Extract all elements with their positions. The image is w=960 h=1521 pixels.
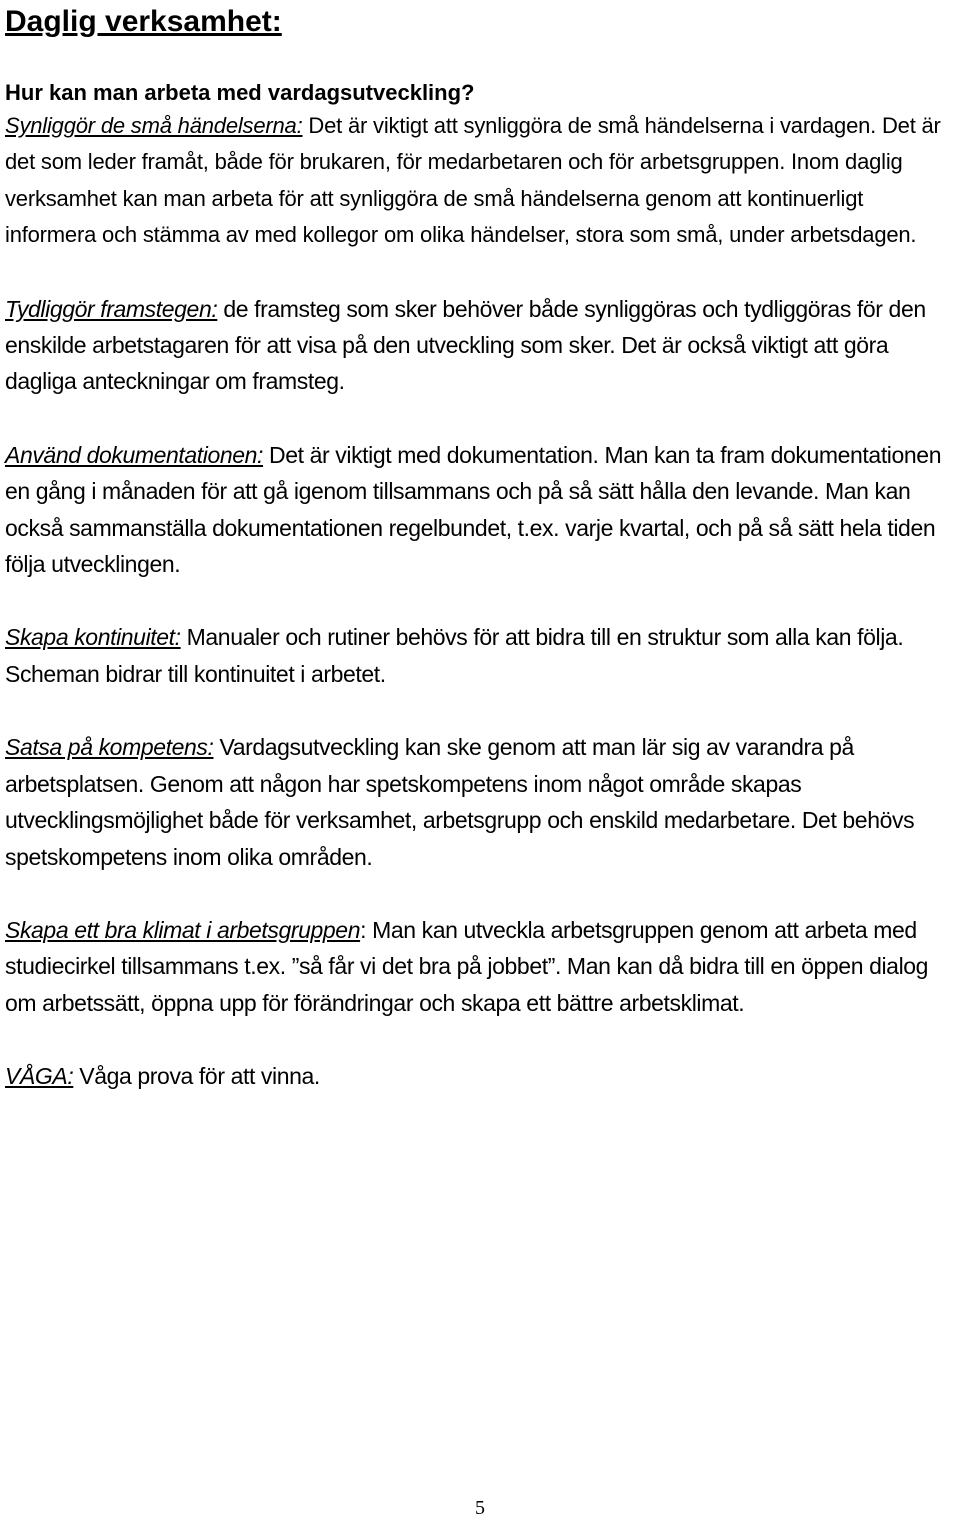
question-heading: Hur kan man arbeta med vardagsutveckling? [5,80,475,105]
document-page [5,0,957,1095]
section-lead: Skapa ett bra klimat i arbetsgruppen [5,916,361,943]
section-lead: Tydliggör framstegen: [5,295,218,322]
page-title: Daglig verksamhet: [5,5,282,38]
section-text: Vardagsutveckling kan ske genom att man lär sig av varandra på arbetsplatsen. Genom att någon har spetskompetens inom något område skapas utvecklingsmöjlighet både för verksamhet, arbetsgrupp och enskild medarbetare. Det behövs spetskompetens inom olika områden. [5,734,915,870]
section-tydliggor [5,291,957,400]
section-text: de framsteg som sker behöver både synliggöras och tydliggöras för den enskilde arbetstagaren för att visa på den utveckling som sker. Det är också viktigt att göra dagliga anteckningar om framsteg. [5,295,926,395]
section-lead: Satsa på kompetens: [5,734,214,761]
section-vaga [5,1058,957,1094]
section-text: Våga prova för att vinna. [73,1063,320,1090]
section-lead: Synliggör de små händelserna: [5,113,303,138]
section-lead: VÅGA: [5,1063,74,1090]
section-text: Det är viktigt med dokumentation. Man kan ta fram dokumentationen en gång i månaden för att gå igenom tillsammans och på så sätt hålla den levande. Man kan också sammanställa dokumentationen regelbundet, t.ex. varje kvartal, och på så sätt hela tiden följa utvecklingen. [5,441,942,578]
section-kontinuitet [5,619,957,692]
section-text: Manualer och rutiner behövs för att bidra till en struktur som alla kan följa. Scheman bidrar till kontinuitet i arbetet. [5,624,904,687]
section-kompetens [5,729,957,875]
section-lead: Använd dokumentationen: [5,441,264,468]
section-text: Det är viktigt att synliggöra de små händelserna i vardagen. Det är det som leder framåt, både för brukaren, för medarbetaren och för arbetsgruppen. Inom daglig verksamhet kan man arbeta för att synliggöra de små händelserna genom att kontinuerligt informera och stämma av med kollegor om olika händelser, stora som små, under arbetsdagen. [5,113,941,248]
page-number: 5 [475,1497,485,1519]
section-dokumentation [5,437,957,583]
section-text: : Man kan utveckla arbetsgruppen genom att arbeta med studiecirkel tillsammans t.ex. ”så får vi det bra på jobbet”. Man kan då bidra till en öppen dialog om arbetssätt, öppna upp för förändringar och skapa ett bättre arbetsklimat. [5,916,929,1016]
section-synliggor [5,108,957,254]
section-lead: Skapa kontinuitet: [5,624,181,651]
section-klimat [5,912,957,1021]
